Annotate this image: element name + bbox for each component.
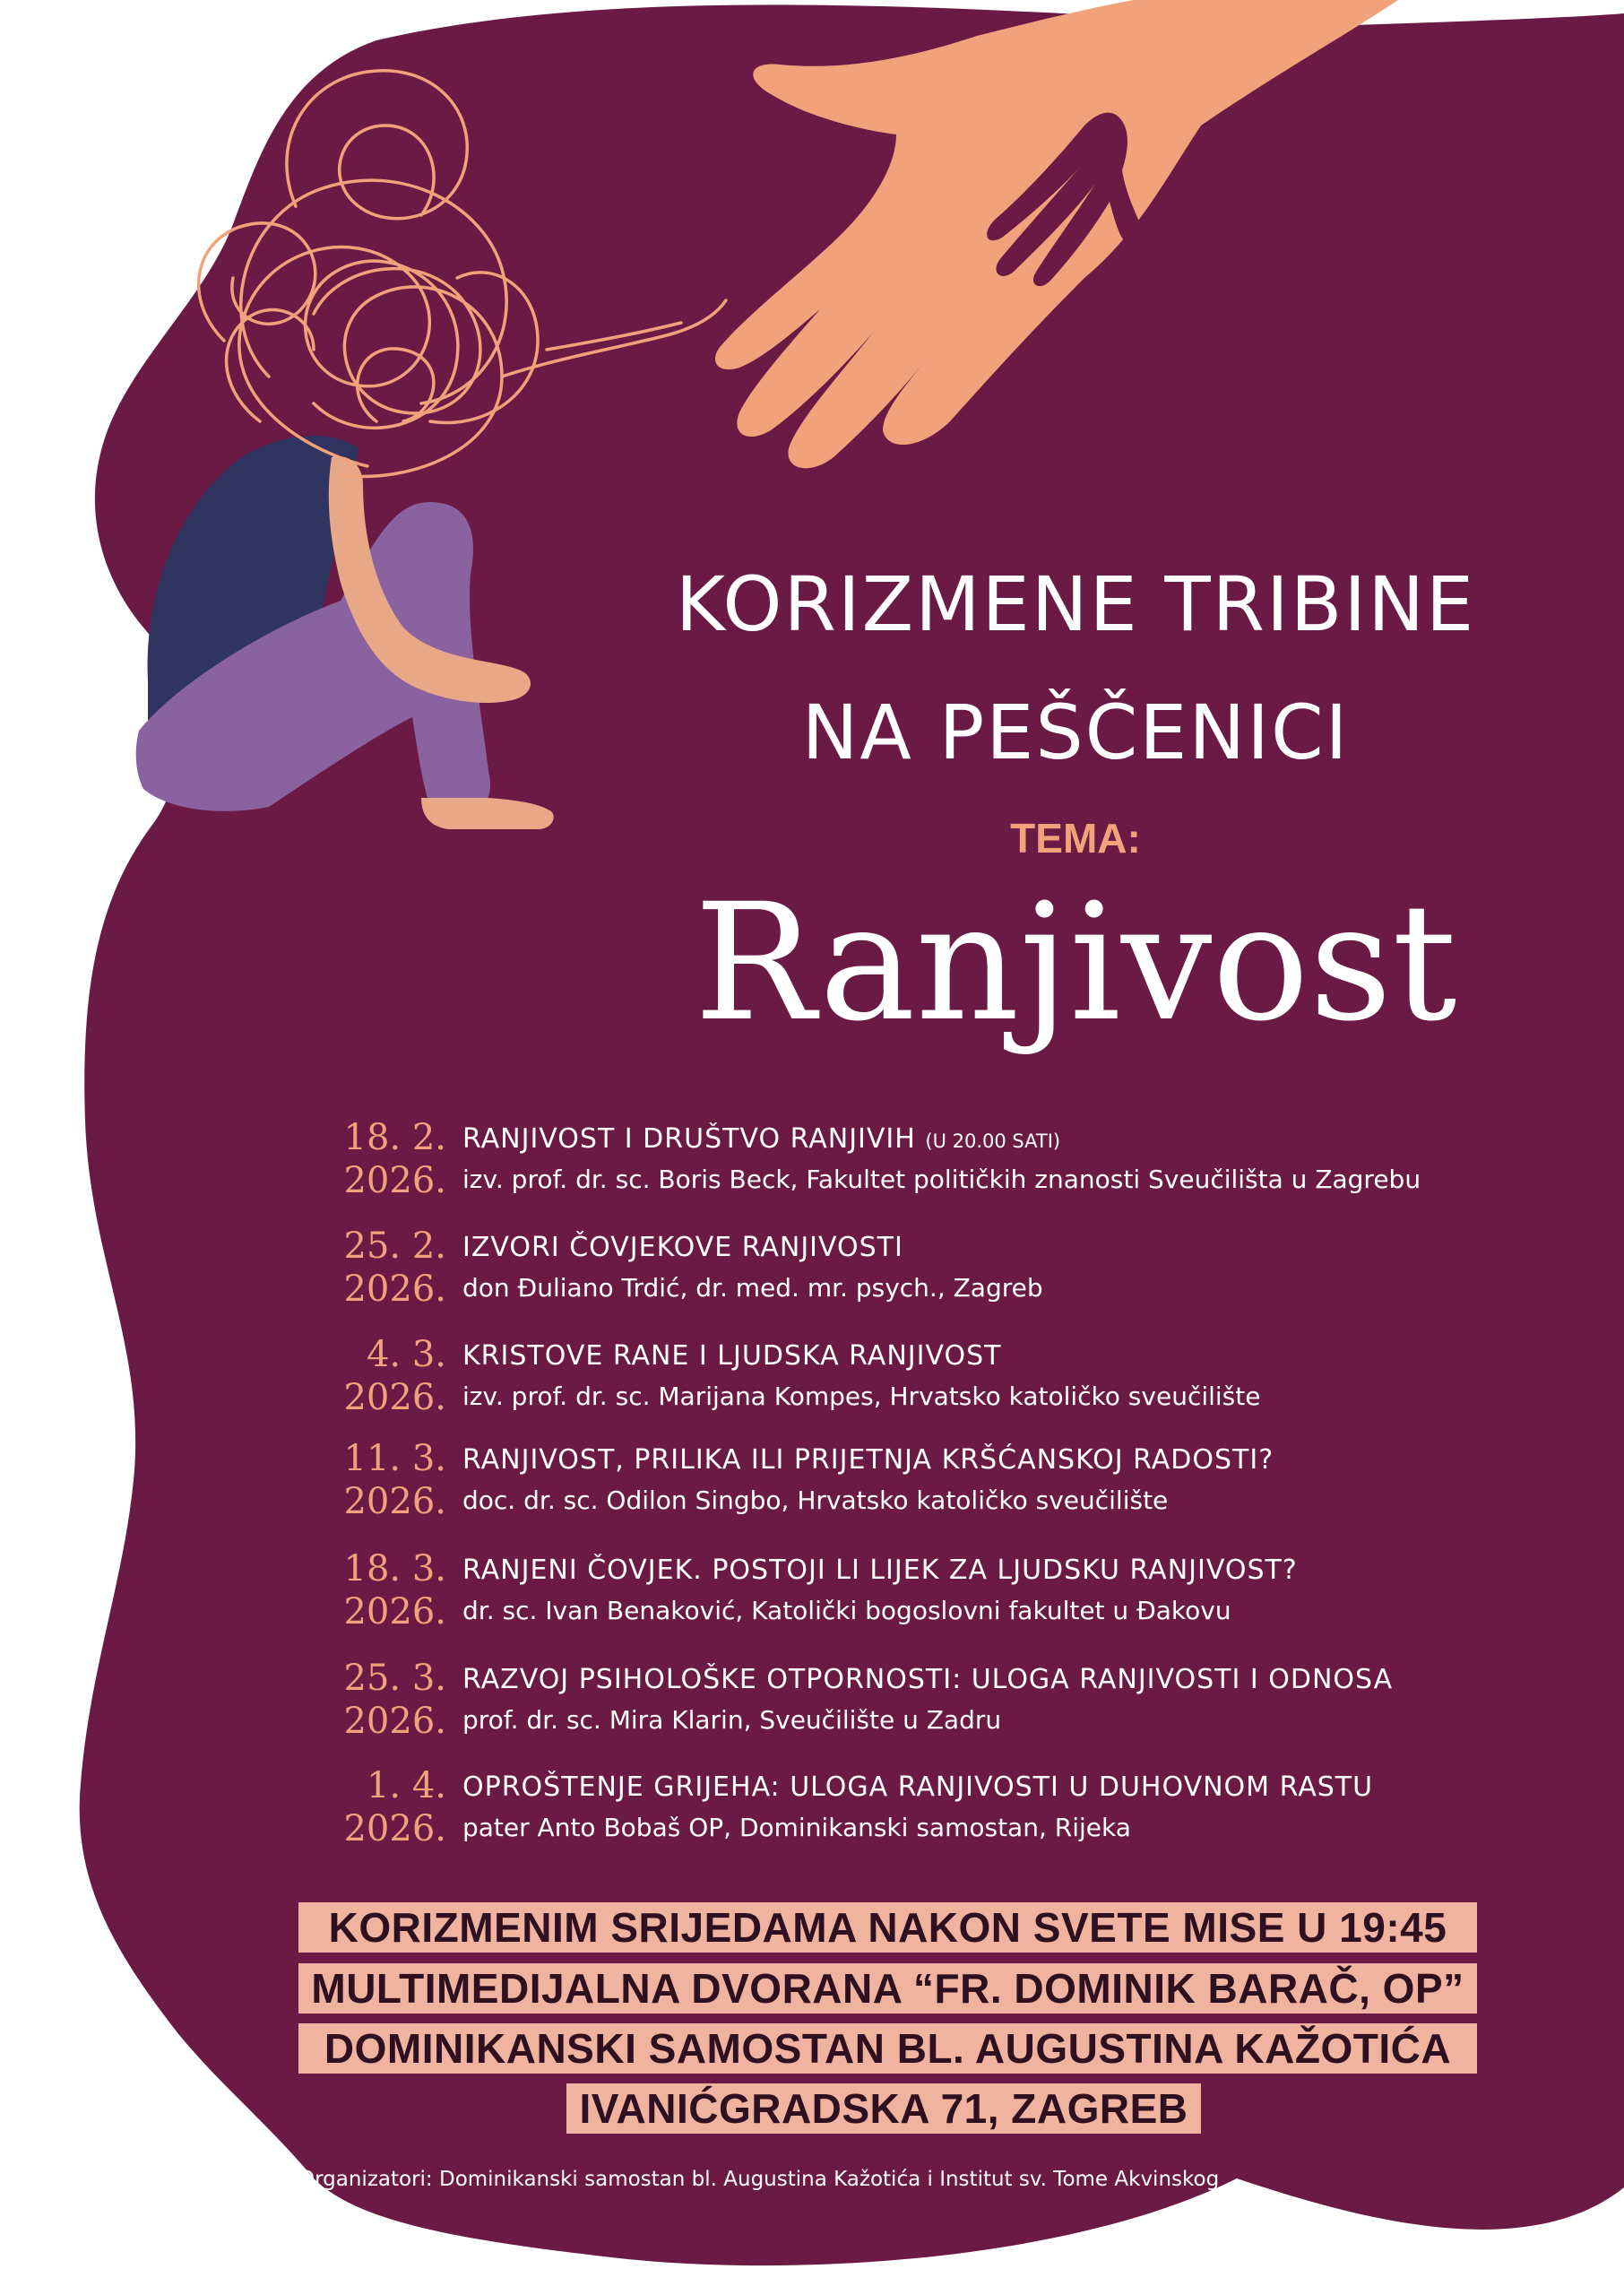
event-title: IZVORI ČOVJEKOVE RANJIVOSTI <box>462 1232 903 1263</box>
event-speaker: dr. sc. Ivan Benaković, Katolički bogoslovni fakultet u Đakovu <box>462 1596 1231 1625</box>
event-title: RANJENI ČOVJEK. POSTOJI LI LIJEK ZA LJUDSKU RANJIVOST? <box>462 1555 1298 1586</box>
event-speaker: doc. dr. sc. Odilon Singbo, Hrvatsko katoličko sveučilište <box>462 1485 1169 1515</box>
theme-label: TEMA: <box>1010 815 1141 862</box>
event-item <box>332 1657 1524 1755</box>
event-date: 25. 3. 2026. <box>343 1658 446 1742</box>
event-speaker: don Đuliano Trdić, dr. med. mr. psych., Zagreb <box>462 1273 1043 1303</box>
event-speaker: izv. prof. dr. sc. Marijana Kompes, Hrvatsko katoličko sveučilište <box>462 1381 1261 1411</box>
event-title: KRISTOVE RANE I LJUDSKA RANJIVOST <box>462 1340 1002 1372</box>
poster-title-line2: NA PEŠČENICI <box>801 688 1350 776</box>
event-item <box>332 1437 1524 1536</box>
event-speaker: pater Anto Bobaš OP, Dominikanski samostan, Rijeka <box>462 1813 1131 1842</box>
theme-title: Ranjivost <box>694 870 1457 1057</box>
event-title: OPROŠTENJE GRIJEHA: ULOGA RANJIVOSTI U DUHOVNOM RASTU <box>462 1771 1374 1803</box>
event-item <box>332 1547 1524 1646</box>
event-title: RANJIVOST I DRUŠTVO RANJIVIH (U 20.00 SATI) <box>462 1123 1061 1155</box>
event-date: 4. 3. 2026. <box>343 1334 446 1418</box>
event-item <box>332 1764 1524 1863</box>
event-item <box>332 1333 1524 1432</box>
event-date: 1. 4. 2026. <box>343 1765 446 1849</box>
event-time-note: (U 20.00 SATI) <box>925 1130 1061 1152</box>
event-date: 18. 2. 2026. <box>343 1117 446 1201</box>
monastery-banner: DOMINIKANSKI SAMOSTAN BL. AUGUSTINA KAŽOTIĆA <box>298 2023 1477 2074</box>
event-date: 25. 2. 2026. <box>343 1225 446 1310</box>
event-date: 18. 3. 2026. <box>343 1548 446 1632</box>
event-speaker: prof. dr. sc. Mira Klarin, Sveučilište u Zadru <box>462 1705 1002 1735</box>
schedule-banner: KORIZMENIM SRIJEDAMA NAKON SVETE MISE U 19:45 <box>298 1902 1477 1953</box>
event-item <box>332 1116 1524 1215</box>
event-speaker: izv. prof. dr. sc. Boris Beck, Fakultet političkih znanosti Sveučilišta u Zagrebu <box>462 1165 1421 1194</box>
organizers-text: Organizatori: Dominikanski samostan bl. Augustina Kažotića i Institut sv. Tome Akvinskog <box>298 2168 1220 2191</box>
poster-title-line1: KORIZMENE TRIBINE <box>675 560 1476 648</box>
event-title: RANJIVOST, PRILIKA ILI PRIJETNJA KRŠĆANSKOJ RADOSTI? <box>462 1444 1274 1476</box>
event-date: 11. 3. 2026. <box>343 1438 446 1522</box>
venue-banner: MULTIMEDIJALNA DVORANA “FR. DOMINIK BARAČ, OP” <box>298 1963 1477 2014</box>
address-banner: IVANIĆGRADSKA 71, ZAGREB <box>566 2083 1201 2134</box>
event-title: RAZVOJ PSIHOLOŠKE OTPORNOSTI: ULOGA RANJIVOSTI I ODNOSA <box>462 1664 1394 1695</box>
event-item <box>332 1225 1524 1323</box>
